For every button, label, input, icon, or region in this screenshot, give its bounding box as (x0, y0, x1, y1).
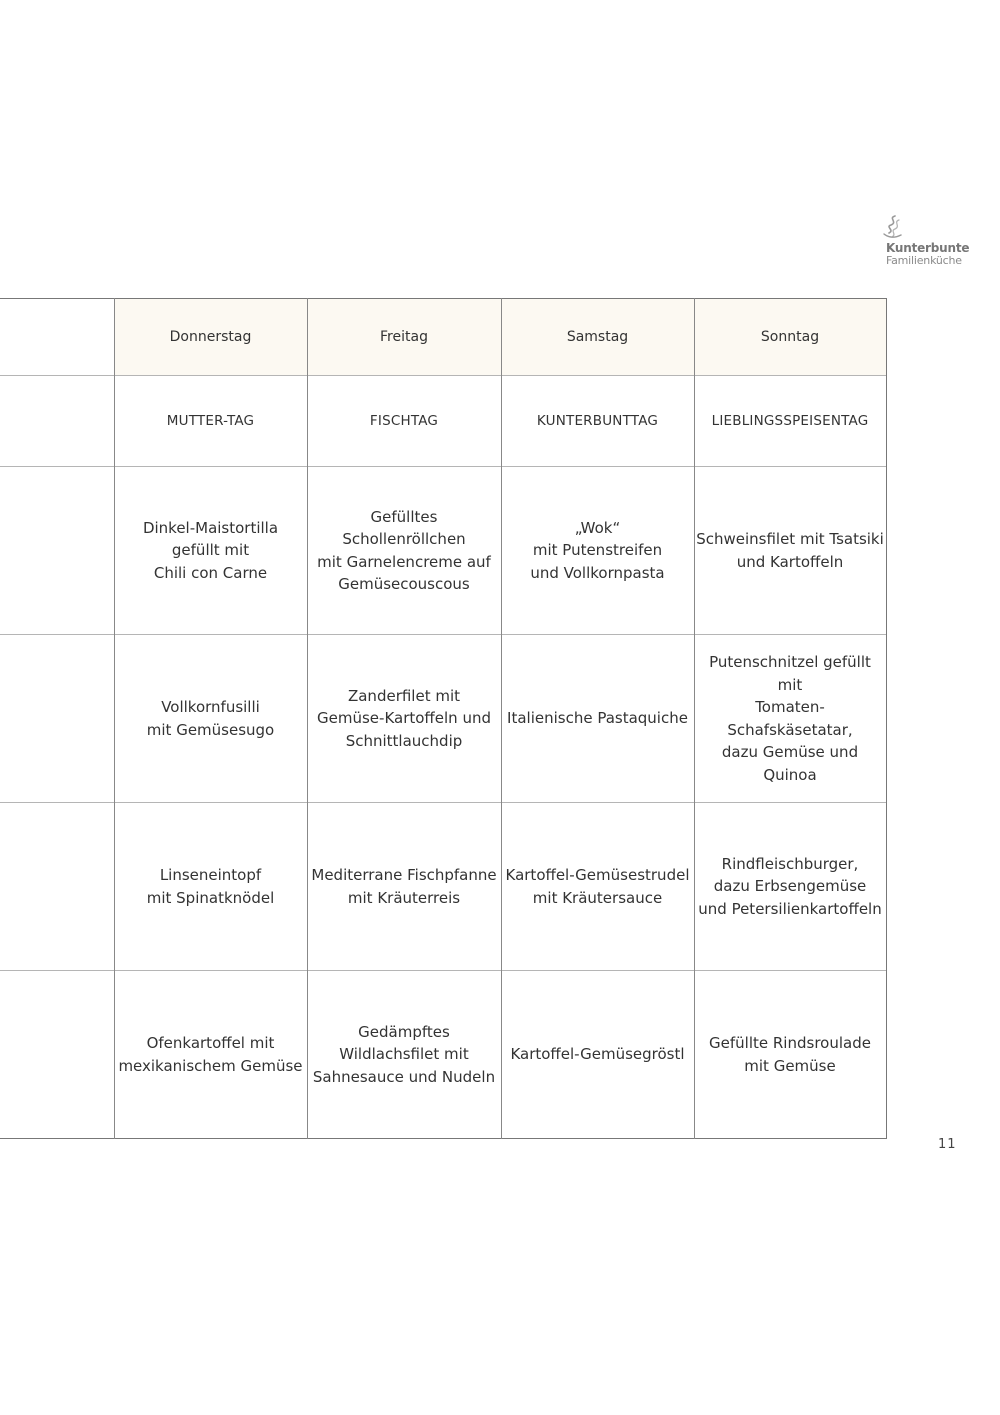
day-header-row (0, 299, 886, 376)
row-stub-cell (0, 803, 114, 971)
page-number: 11 (938, 1137, 957, 1152)
meal-cell (307, 803, 501, 971)
meal-line: und Kartoffeln (736, 552, 844, 571)
meal-cell (114, 635, 307, 803)
meal-line: Mediterrane Fischpfanne (311, 866, 497, 884)
meal-line: mexikanischem Gemüse (118, 1056, 303, 1075)
meal-cell (501, 467, 694, 635)
day-header: Sonntag (694, 299, 886, 376)
meal-row (0, 971, 886, 1139)
day-header: Samstag (501, 299, 694, 376)
meal-cell (114, 971, 307, 1139)
meal-line: Ofenkartoffel mit (146, 1034, 275, 1052)
meal-line: gefüllt mit (171, 541, 250, 560)
meal-line: Italienische Pastaquiche (507, 709, 688, 728)
meal-line: mit Garnelencreme auf (317, 552, 491, 571)
meal-line: mit Spinatknödel (146, 888, 275, 907)
meal-line: Zanderfilet mit (347, 686, 461, 705)
meal-line: Sahnesauce und Nudeln (312, 1067, 496, 1086)
meal-line: Dinkel-Maistortilla (142, 518, 279, 537)
meal-line: dazu Gemüse und Quinoa (721, 743, 859, 784)
meal-cell (501, 971, 694, 1139)
meal-line: Schnittlauchdip (345, 731, 463, 750)
meal-line: Linseneintopf (159, 866, 262, 884)
day-theme: KUNTERBUNTTAG (501, 376, 694, 467)
meal-cell (501, 803, 694, 971)
meal-row (0, 635, 886, 803)
meal-line: Gemüse-Kartoffeln und (317, 709, 491, 728)
day-theme: MUTTER-TAG (114, 376, 307, 467)
meal-cell (694, 467, 886, 635)
meal-line: Kartoffel-Gemüsegröstl (510, 1045, 685, 1064)
meal-line: dazu Erbsengemüse (713, 877, 867, 896)
meal-line: Gefülltes Schollenröllchen (342, 507, 466, 548)
day-theme: LIEBLINGSSPEISENTAG (694, 376, 886, 467)
logo-line1: Kunterbunte (886, 241, 970, 255)
meal-line: Rindfleischburger, (721, 854, 859, 873)
meal-row (0, 467, 886, 635)
meal-line: und Petersilienkartoffeln (698, 899, 882, 918)
day-theme: FISCHTAG (307, 376, 501, 467)
meal-cell (307, 635, 501, 803)
meal-cell (114, 803, 307, 971)
day-header: Donnerstag (114, 299, 307, 376)
meal-cell (694, 971, 886, 1139)
meal-line: Schweinsfilet mit Tsatsiki (696, 530, 884, 548)
meal-line: Chili con Carne (153, 563, 268, 582)
row-stub-cell (0, 467, 114, 635)
meal-line: mit Gemüsesugo (146, 720, 275, 739)
row-stub-cell (0, 376, 114, 467)
row-stub-cell (0, 635, 114, 803)
meal-line: mit Putenstreifen (532, 541, 663, 560)
meal-cell (501, 635, 694, 803)
brand-logo (878, 214, 978, 268)
row-stub-cell (0, 971, 114, 1139)
meal-line: mit Kräutersauce (532, 888, 663, 907)
meal-cell (307, 467, 501, 635)
row-stub-cell (0, 299, 114, 376)
meal-cell (114, 467, 307, 635)
meal-line: Tomaten-Schafskäsetatar, (727, 698, 853, 739)
meal-plan-table (0, 298, 887, 1139)
meal-cell (694, 635, 886, 803)
meal-line: Putenschnitzel gefüllt mit (709, 653, 871, 694)
logo-line2: Familienküche (886, 254, 962, 267)
meal-line: Gedämpftes (358, 1022, 450, 1041)
theme-row (0, 376, 886, 467)
swirl-steam-icon (880, 214, 904, 244)
meal-line: Gefüllte Rindsroulade (709, 1034, 871, 1052)
meal-line: Vollkornfusilli (161, 698, 260, 716)
meal-line: „Wok“ (574, 518, 621, 537)
meal-line: mit Gemüse (744, 1056, 836, 1075)
meal-cell (307, 971, 501, 1139)
meal-line: Gemüsecouscous (338, 575, 470, 593)
meal-cell (694, 803, 886, 971)
meal-line: und Vollkornpasta (530, 563, 665, 582)
meal-row (0, 803, 886, 971)
day-header: Freitag (307, 299, 501, 376)
meal-line: Kartoffel-Gemüsestrudel (505, 866, 690, 884)
meal-line: mit Kräuterreis (347, 888, 461, 907)
meal-line: Wildlachsfilet mit (339, 1045, 469, 1064)
